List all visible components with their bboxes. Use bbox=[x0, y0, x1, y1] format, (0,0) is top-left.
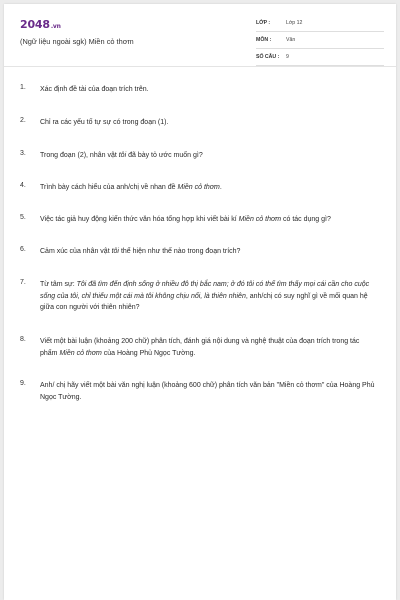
question-text-run: thể hiện như thế nào trong đoạn trích? bbox=[119, 248, 241, 255]
question-text-run: Anh/ chị hãy viết một bài văn nghị luận (khoảng 600 chữ) phân tích văn bản "Miền cỏ thơm" của Hoàng Phủ Ngọc Tường. bbox=[40, 382, 375, 401]
meta-label-class: LỚP : bbox=[256, 20, 271, 26]
meta-value-subject: Văn bbox=[286, 37, 296, 43]
question-text bbox=[40, 214, 378, 226]
logo-suffix: .vn bbox=[50, 23, 61, 30]
question-text-run: , anh/chị có suy nghĩ gì về mối quan hệ giữa con người với thiên nhiên? bbox=[40, 292, 368, 311]
question-text-run: Việc tác giả huy động kiến thức văn hóa tổng hợp khi viết bài kí bbox=[40, 216, 239, 223]
question-number: 1. bbox=[20, 84, 26, 91]
question-text-run: Xác định đề tài của đoạn trích trên. bbox=[40, 86, 149, 93]
question-text-run: Cảm xúc của nhân vật bbox=[40, 248, 112, 255]
question-text-italic: Tôi đã tìm đến định sống ở nhiều đô thị bắc nam; ở đó tôi có thể tìm thấy mọi cái cần cho cuộc sống của tôi, chỉ thiếu một cái mà tôi không chịu nổi, là thiên nhiên bbox=[40, 281, 370, 300]
question-text-italic: tôi bbox=[111, 248, 119, 255]
question-text bbox=[40, 380, 378, 403]
logo-text: 2048 bbox=[20, 18, 50, 31]
question-text-run: Trình bày cách hiểu của anh/chị về nhan đề bbox=[40, 184, 178, 191]
question-number: 8. bbox=[20, 336, 26, 343]
question-text-italic: Miền cỏ thơm bbox=[59, 349, 102, 357]
question-text bbox=[40, 246, 378, 258]
question-text-run: Trong đoạn (2), nhân vật bbox=[40, 152, 119, 159]
question-text bbox=[40, 336, 378, 359]
question-number: 6. bbox=[20, 246, 26, 253]
question-number: 5. bbox=[20, 214, 26, 221]
question-text bbox=[40, 150, 378, 162]
meta-value-class: Lớp 12 bbox=[286, 20, 303, 26]
question-text-italic: Miền cỏ thơm bbox=[177, 184, 220, 191]
question-number: 9. bbox=[20, 380, 26, 387]
question-text-italic: Miền cỏ thơm bbox=[238, 216, 282, 223]
document-title: (Ngữ liệu ngoài sgk) Miền cỏ thơm bbox=[20, 37, 134, 46]
meta-label-count: SỐ CÂU : bbox=[256, 54, 280, 60]
question-number: 4. bbox=[20, 182, 26, 189]
question-text-run: của Hoàng Phủ Ngọc Tường. bbox=[101, 349, 196, 357]
meta-value-count: 9 bbox=[286, 54, 289, 60]
question-number: 3. bbox=[20, 150, 26, 157]
question-number: 7. bbox=[20, 279, 26, 286]
question-list bbox=[4, 4, 396, 600]
question-text-run: có tác dụng gì? bbox=[281, 216, 331, 223]
question-text bbox=[40, 117, 378, 129]
question-text-italic: tôi bbox=[118, 152, 127, 159]
question-text-run: Viết một bài luận (khoảng 200 chữ) phân tích, đánh giá nội dung và nghệ thuật của đoạn trích trong tác phẩm bbox=[40, 338, 360, 357]
question-text-run: đã bày tỏ ước muốn gì? bbox=[126, 152, 203, 159]
question-text-run: . bbox=[219, 184, 222, 191]
meta-label-subject: MÔN : bbox=[256, 37, 272, 43]
question-text-run: Chỉ ra các yếu tố tự sự có trong đoạn (1). bbox=[40, 119, 169, 126]
question-number: 2. bbox=[20, 117, 26, 124]
question-text bbox=[40, 279, 378, 314]
question-text bbox=[40, 182, 378, 194]
document-page bbox=[4, 4, 396, 600]
question-text-run: Từ tâm sự: bbox=[40, 281, 77, 288]
question-text bbox=[40, 84, 378, 96]
